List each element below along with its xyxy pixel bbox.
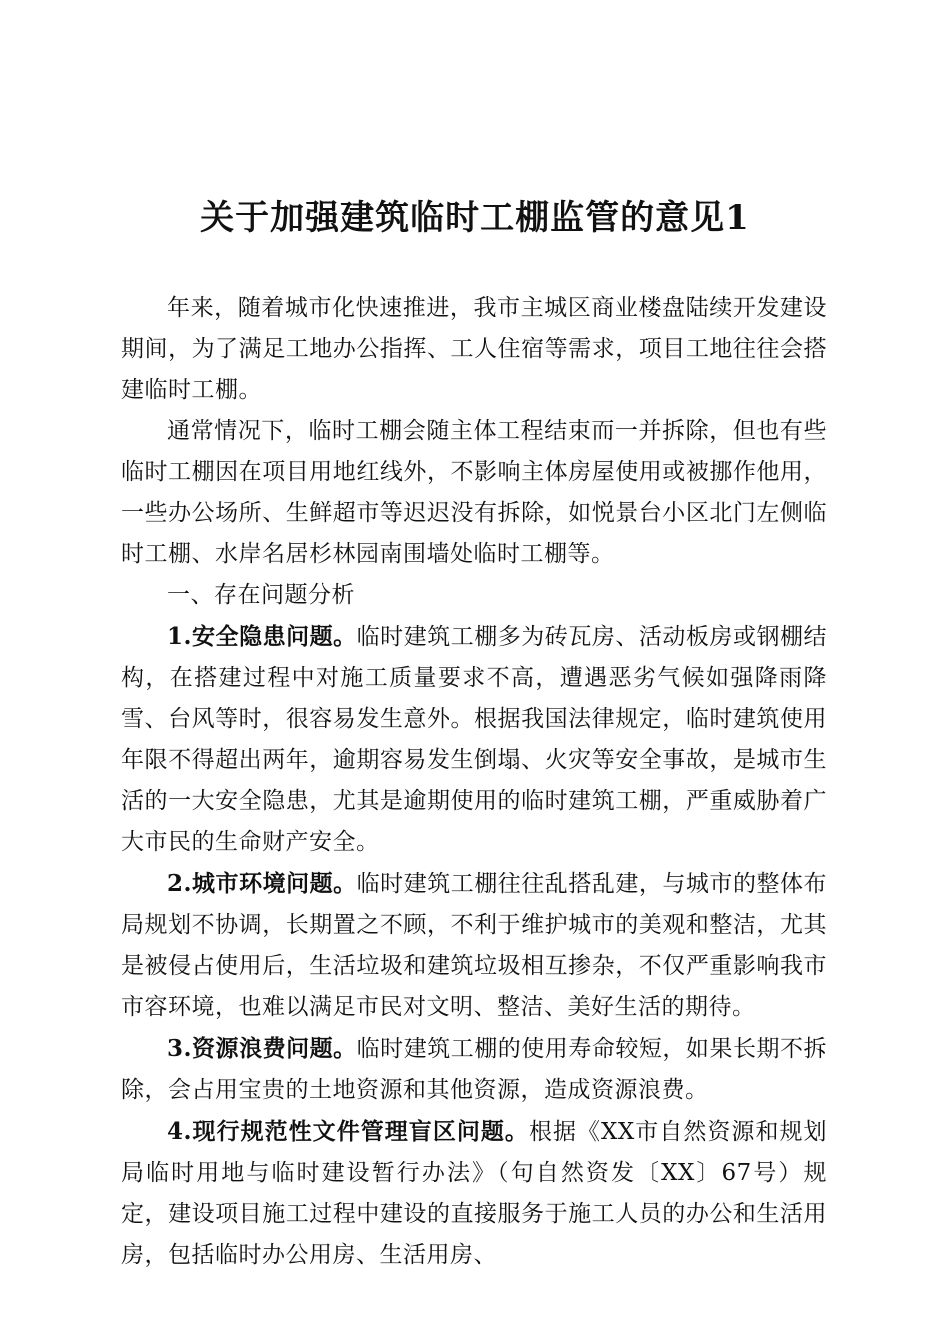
issue-lead-4: 4.现行规范性文件管理盲区问题。 [167, 1118, 529, 1145]
intro-paragraph-2: 通常情况下，临时工棚会随主体工程结束而一并拆除，但也有些临时工棚因在项目用地红线外，不影响主体房屋使用或被挪作他用，一些办公场所、生鲜超市等迟迟没有拆除，如悦景台小区北门左侧临时工棚、水岸名居杉林园南围墙处临时工棚等。 [121, 418, 827, 567]
document-title: 关于加强建筑临时工棚监管的意见1 [200, 198, 750, 238]
issue-text-4: 根据《XX市自然资源和规划局临时用地与临时建设暂行办法》（句自然资发〔XX〕67号）规定，建设项目施工过程中建设的直接服务于施工人员的办公和生活用房，包括临时办公用房、生活用房、 [121, 1119, 827, 1268]
issue-paragraph-1 [121, 616, 827, 863]
issue-paragraph-4 [121, 1111, 827, 1276]
section-heading: 一、存在问题分析 [167, 582, 355, 608]
issue-lead-3: 3.资源浪费问题。 [167, 1035, 357, 1062]
issue-paragraph-3 [121, 1028, 827, 1111]
intro-paragraph-1: 年来，随着城市化快速推进，我市主城区商业楼盘陆续开发建设期间，为了满足工地办公指挥、工人住宿等需求，项目工地往往会搭建临时工棚。 [121, 295, 827, 403]
issue-text-2: 临时建筑工棚往往乱搭乱建，与城市的整体布局规划不协调，长期置之不顾，不利于维护城市的美观和整洁，尤其是被侵占使用后，生活垃圾和建筑垃圾相互掺杂，不仅严重影响我市市容环境，也难以满足市民对文明、整洁、美好生活的期待。 [121, 871, 827, 1020]
issue-text-1: 临时建筑工棚多为砖瓦房、活动板房或钢棚结构，在搭建过程中对施工质量要求不高，遭遇恶劣气候如强降雨降雪、台风等时，很容易发生意外。根据我国法律规定，临时建筑使用年限不得超出两年，逾期容易发生倒塌、火灾等安全事故，是城市生活的一大安全隐患，尤其是逾期使用的临时建筑工棚，严重威胁着广大市民的生命财产安全。 [121, 624, 827, 855]
issue-paragraph-2 [121, 863, 827, 1028]
issue-lead-1: 1.安全隐患问题。 [167, 623, 357, 650]
document-body [121, 288, 827, 1276]
issue-text-3: 临时建筑工棚的使用寿命较短，如果长期不拆除，会占用宝贵的土地资源和其他资源，造成资源浪费。 [121, 1036, 827, 1103]
issue-lead-2: 2.城市环境问题。 [167, 870, 357, 897]
